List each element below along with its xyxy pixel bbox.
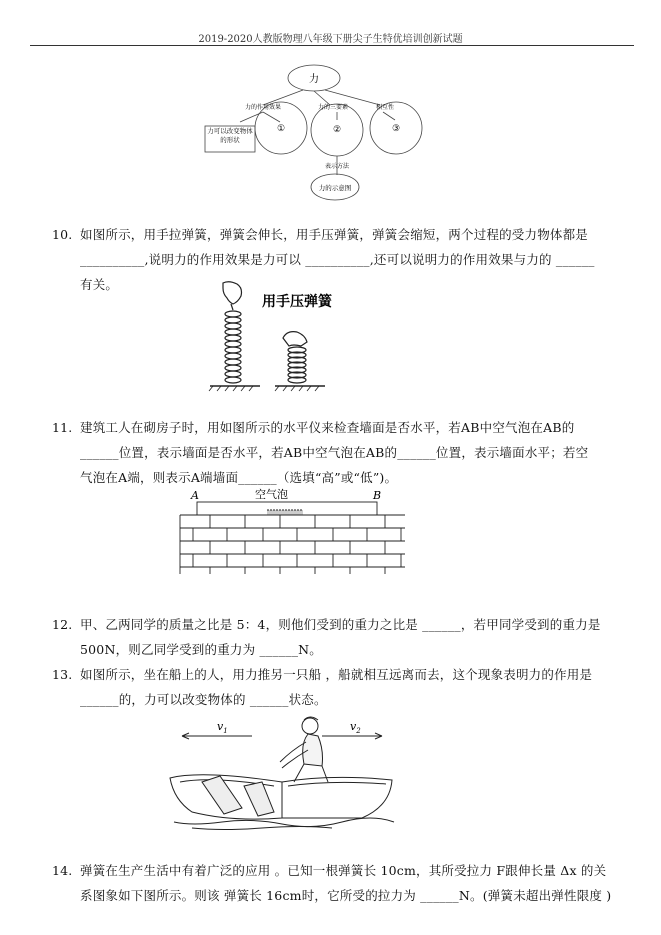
question-text: 有关。 bbox=[80, 277, 119, 292]
map-circle-3: ③ bbox=[391, 124, 401, 134]
map-branch-mid: 力的三要素 bbox=[317, 104, 349, 111]
question-text: __________,说明力的作用效果是力可以 __________,还可以说明力的作用效果与力的 ______ bbox=[80, 252, 595, 267]
page-header: 2019-2020人教版物理八年级下册尖子生特优培训创新试题 bbox=[198, 34, 463, 45]
map-root: 力 bbox=[309, 74, 319, 85]
velocity-v2: $v_2$ bbox=[350, 720, 361, 735]
question-14 bbox=[52, 858, 618, 908]
map-branch-left: 力的作用效果 bbox=[244, 104, 282, 111]
bubble-label: 空气泡 bbox=[255, 488, 288, 501]
map-circle-1: ① bbox=[276, 124, 286, 134]
question-11 bbox=[52, 415, 618, 490]
map-box-left: 力可以改变物体的形状 bbox=[207, 127, 253, 144]
question-number: 12. bbox=[52, 617, 73, 632]
question-text: 弹簧在生产生活中有着广泛的应用 。已知一根弹簧长 10cm，其所受拉力 F跟伸长量 Δx 的关 bbox=[80, 863, 607, 878]
level-wall-figure bbox=[175, 486, 410, 578]
header-divider bbox=[30, 45, 634, 46]
question-text: 气泡在A端，则表示A端墙面______（选填“高”或“低”)。 bbox=[80, 470, 398, 485]
boats-figure bbox=[162, 710, 402, 835]
question-text: ______位置，表示墙面是否水平，若AB中空气泡在AB的______位置，表示墙面水平；若空 bbox=[80, 445, 589, 460]
spring-figure bbox=[205, 280, 405, 395]
map-branch-right: 相互性 bbox=[375, 104, 395, 111]
label-b: B bbox=[373, 489, 382, 502]
map-circle-2: ② bbox=[332, 125, 342, 135]
question-number: 14. bbox=[52, 863, 73, 878]
question-text: 如图所示，用手拉弹簧，弹簧会伸长，用手压弹簧，弹簧会缩短，两个过程的受力物体都是 bbox=[80, 227, 589, 242]
question-number: 11. bbox=[52, 420, 73, 435]
question-number: 13. bbox=[52, 667, 73, 682]
map-bottom: 力的示意图 bbox=[318, 184, 352, 192]
question-text: 系图象如下图所示。则该 弹簧长 16cm时，它所受的拉力为 ______N。(弹簧未超出弹性限度 ) bbox=[80, 888, 612, 903]
label-a: A bbox=[191, 489, 199, 502]
question-text: 甲、乙两同学的质量之比是 5：4，则他们受到的重力之比是 ______，若甲同学受到的重力是 bbox=[80, 617, 601, 632]
question-text: 建筑工人在砌房子时，用如图所示的水平仪来检查墙面是否水平，若AB中空气泡在AB的 bbox=[80, 420, 575, 435]
question-13 bbox=[52, 662, 618, 712]
question-number: 10. bbox=[52, 227, 73, 242]
question-text: 如图所示，坐在船上的人，用力推另一只船 ，船就相互远离而去，这个现象表明力的作用是 bbox=[80, 667, 593, 682]
velocity-v1: $v_1$ bbox=[217, 720, 228, 735]
map-method-label: 表示方法 bbox=[324, 163, 350, 170]
concept-map-figure bbox=[195, 60, 465, 210]
spring-figure-label: 用手压弹簧 bbox=[262, 294, 332, 310]
question-12 bbox=[52, 612, 618, 662]
question-text: 500N，则乙同学受到的重力为 ______N。 bbox=[80, 642, 323, 657]
question-text: ______的，力可以改变物体的 ______状态。 bbox=[80, 692, 327, 707]
